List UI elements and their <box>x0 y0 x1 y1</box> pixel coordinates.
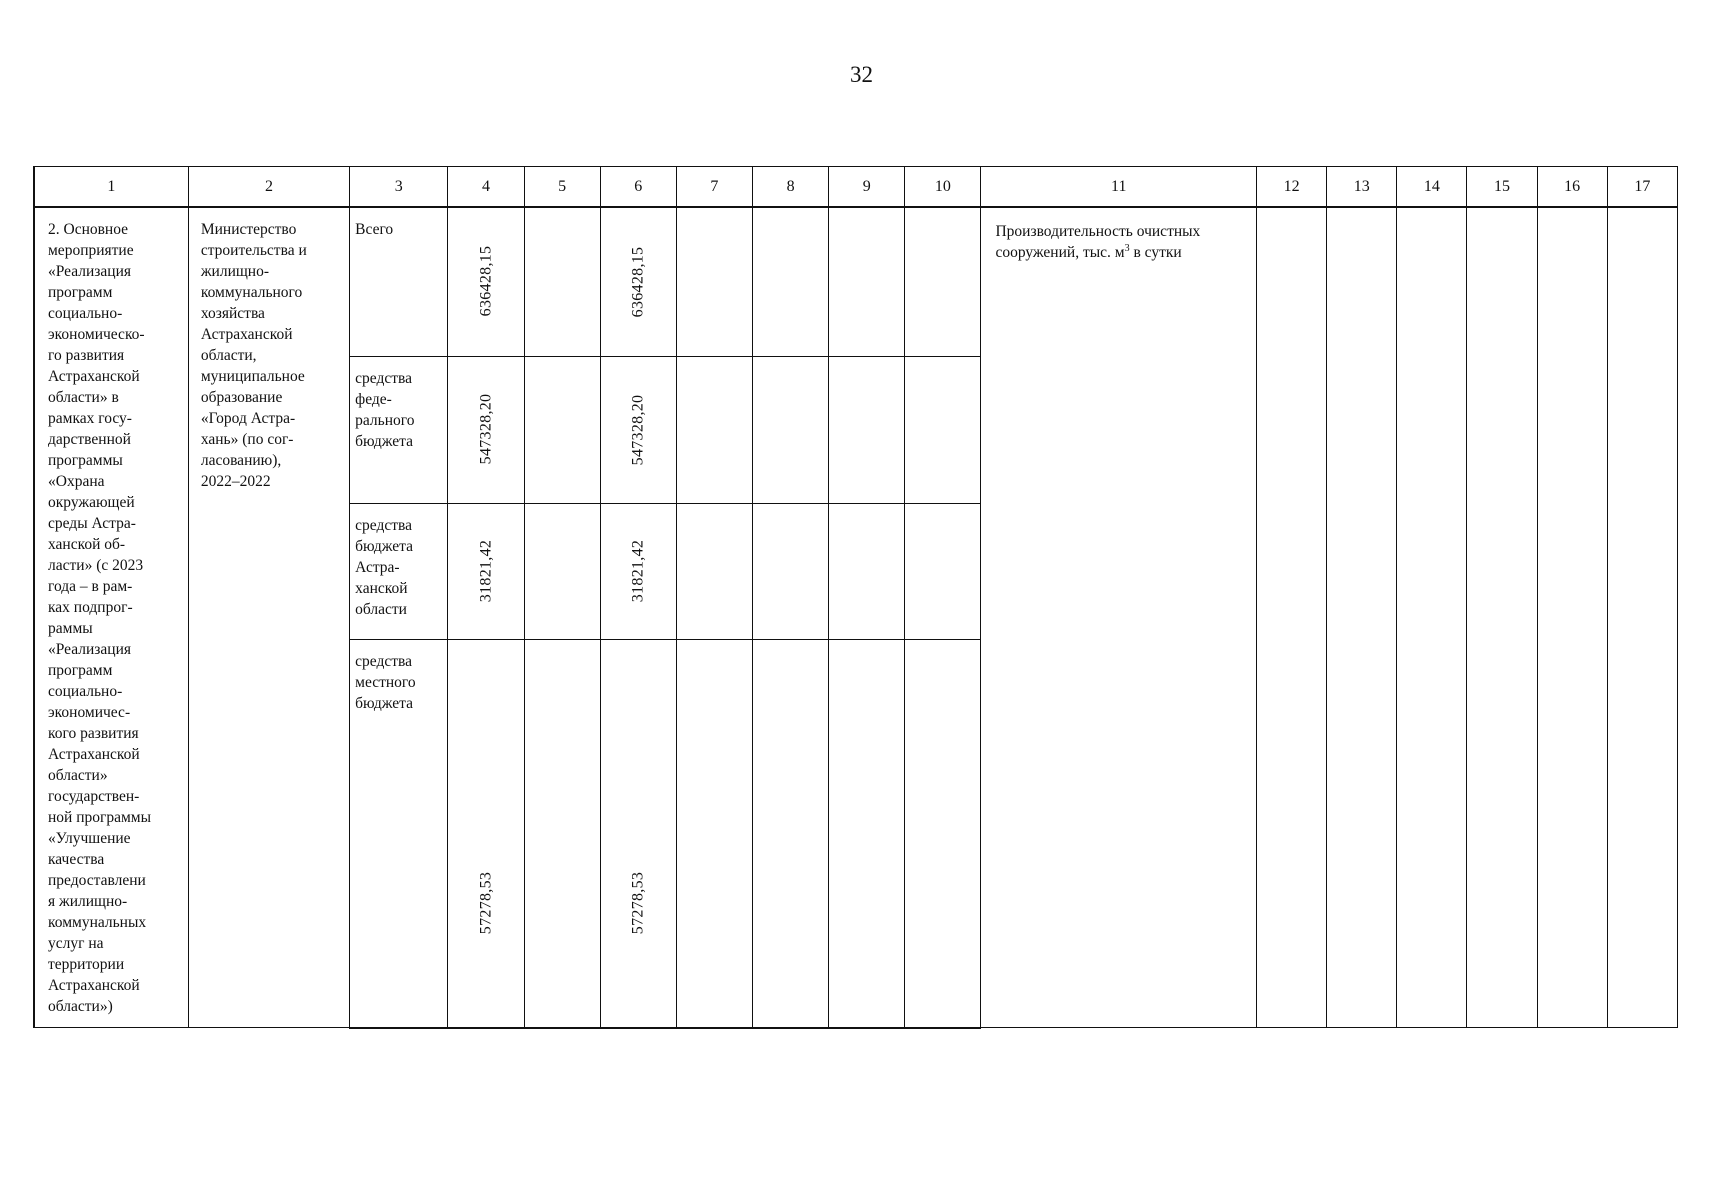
empty-cell <box>676 207 752 356</box>
empty-cell <box>752 207 828 356</box>
col-number-16: 16 <box>1537 167 1607 208</box>
col-number-6: 6 <box>600 167 676 208</box>
budget-table <box>33 166 1678 1029</box>
executor-cell <box>188 207 349 1028</box>
empty-cell <box>524 356 600 503</box>
funding-source-cell <box>350 639 448 1028</box>
indicator-cell <box>981 207 1257 1028</box>
amount-col4-cell <box>448 207 524 356</box>
empty-cell <box>752 503 828 639</box>
amount-col6: 636428,15 <box>629 246 647 318</box>
amount-col4: 636428,15 <box>477 245 495 317</box>
col-number-3: 3 <box>350 167 448 208</box>
col-number-2: 2 <box>188 167 349 208</box>
col-number-10: 10 <box>905 167 981 208</box>
funding-source-cell <box>350 207 448 356</box>
amount-col4-cell <box>448 639 524 1028</box>
col-number-17: 17 <box>1607 167 1677 208</box>
empty-cell <box>676 356 752 503</box>
funding-source-label: Всего <box>355 221 394 238</box>
amount-col4: 31821,42 <box>477 539 495 602</box>
amount-col4-cell <box>448 356 524 503</box>
activity-name-cell <box>34 207 188 1028</box>
indicator-superscript: 3 <box>1124 242 1130 254</box>
column-number-row <box>34 167 1678 208</box>
amount-col6-cell <box>600 356 676 503</box>
amount-col6-cell <box>600 503 676 639</box>
indicator-tail: в сутки <box>1129 244 1182 261</box>
empty-cell <box>905 639 981 1028</box>
empty-cell <box>752 639 828 1028</box>
col-number-15: 15 <box>1467 167 1537 208</box>
empty-cell <box>524 503 600 639</box>
funding-source-label: средства феде- рального бюджета <box>355 369 415 450</box>
col-number-1: 1 <box>34 167 188 208</box>
empty-cell <box>829 639 905 1028</box>
col-number-14: 14 <box>1397 167 1467 208</box>
col-number-9: 9 <box>829 167 905 208</box>
col-number-5: 5 <box>524 167 600 208</box>
empty-cell <box>1327 207 1397 1028</box>
empty-cell <box>524 639 600 1028</box>
empty-cell <box>1467 207 1537 1028</box>
empty-cell <box>829 503 905 639</box>
empty-cell <box>829 207 905 356</box>
empty-cell <box>905 503 981 639</box>
table-row <box>34 207 1678 356</box>
amount-col6: 31821,42 <box>629 539 647 603</box>
col-number-12: 12 <box>1257 167 1327 208</box>
col-number-7: 7 <box>676 167 752 208</box>
funding-source-cell <box>350 503 448 639</box>
amount-col6-cell <box>600 639 676 1028</box>
executor-name: Министерство строительства и жилищно- коммунального хозяйства Астраханской области, муниципальное образование «Город Астра- хань» (по сог- ласованию), 2022–2022 <box>200 221 307 490</box>
amount-col4-cell <box>448 503 524 639</box>
empty-cell <box>676 639 752 1028</box>
funding-source-label: средства бюджета Астра- ханской области <box>355 516 413 618</box>
empty-cell <box>1537 207 1607 1028</box>
empty-cell <box>1397 207 1467 1028</box>
amount-col4: 57278,53 <box>477 871 495 935</box>
empty-cell <box>1607 207 1677 1028</box>
col-number-11: 11 <box>981 167 1257 208</box>
empty-cell <box>829 356 905 503</box>
empty-cell <box>524 207 600 356</box>
indicator-main: Производительность очистных сооружений, тыс. м <box>995 223 1201 261</box>
col-number-13: 13 <box>1327 167 1397 208</box>
empty-cell <box>905 356 981 503</box>
funding-source-label: средства местного бюджета <box>355 652 416 712</box>
col-number-8: 8 <box>752 167 828 208</box>
activity-name: 2. Основное мероприятие «Реализация программ социально- экономическо- го развития Астраханской области» в рамках госу- дарственной программы «Охрана окружающей среды Астра- ханской об- ласти» (с 2023 года – в рам- ках подпрог- раммы «Реализация программ социально- экономичес- кого развития Астраханской области» государствен- ной программы «Улучшение качества предоставлени я жилищно- коммунальных услуг на территории Астраханской области») <box>48 221 152 1015</box>
empty-cell <box>752 356 828 503</box>
indicator-text <box>981 208 1256 267</box>
amount-col6: 547328,20 <box>629 394 647 466</box>
amount-col4: 547328,20 <box>477 393 495 465</box>
amount-col6: 57278,53 <box>629 871 647 935</box>
empty-cell <box>1257 207 1327 1028</box>
funding-source-cell <box>350 356 448 503</box>
amount-col6-cell <box>600 207 676 356</box>
empty-cell <box>905 207 981 356</box>
empty-cell <box>676 503 752 639</box>
page-number: 32 <box>850 62 873 87</box>
col-number-4: 4 <box>448 167 524 208</box>
